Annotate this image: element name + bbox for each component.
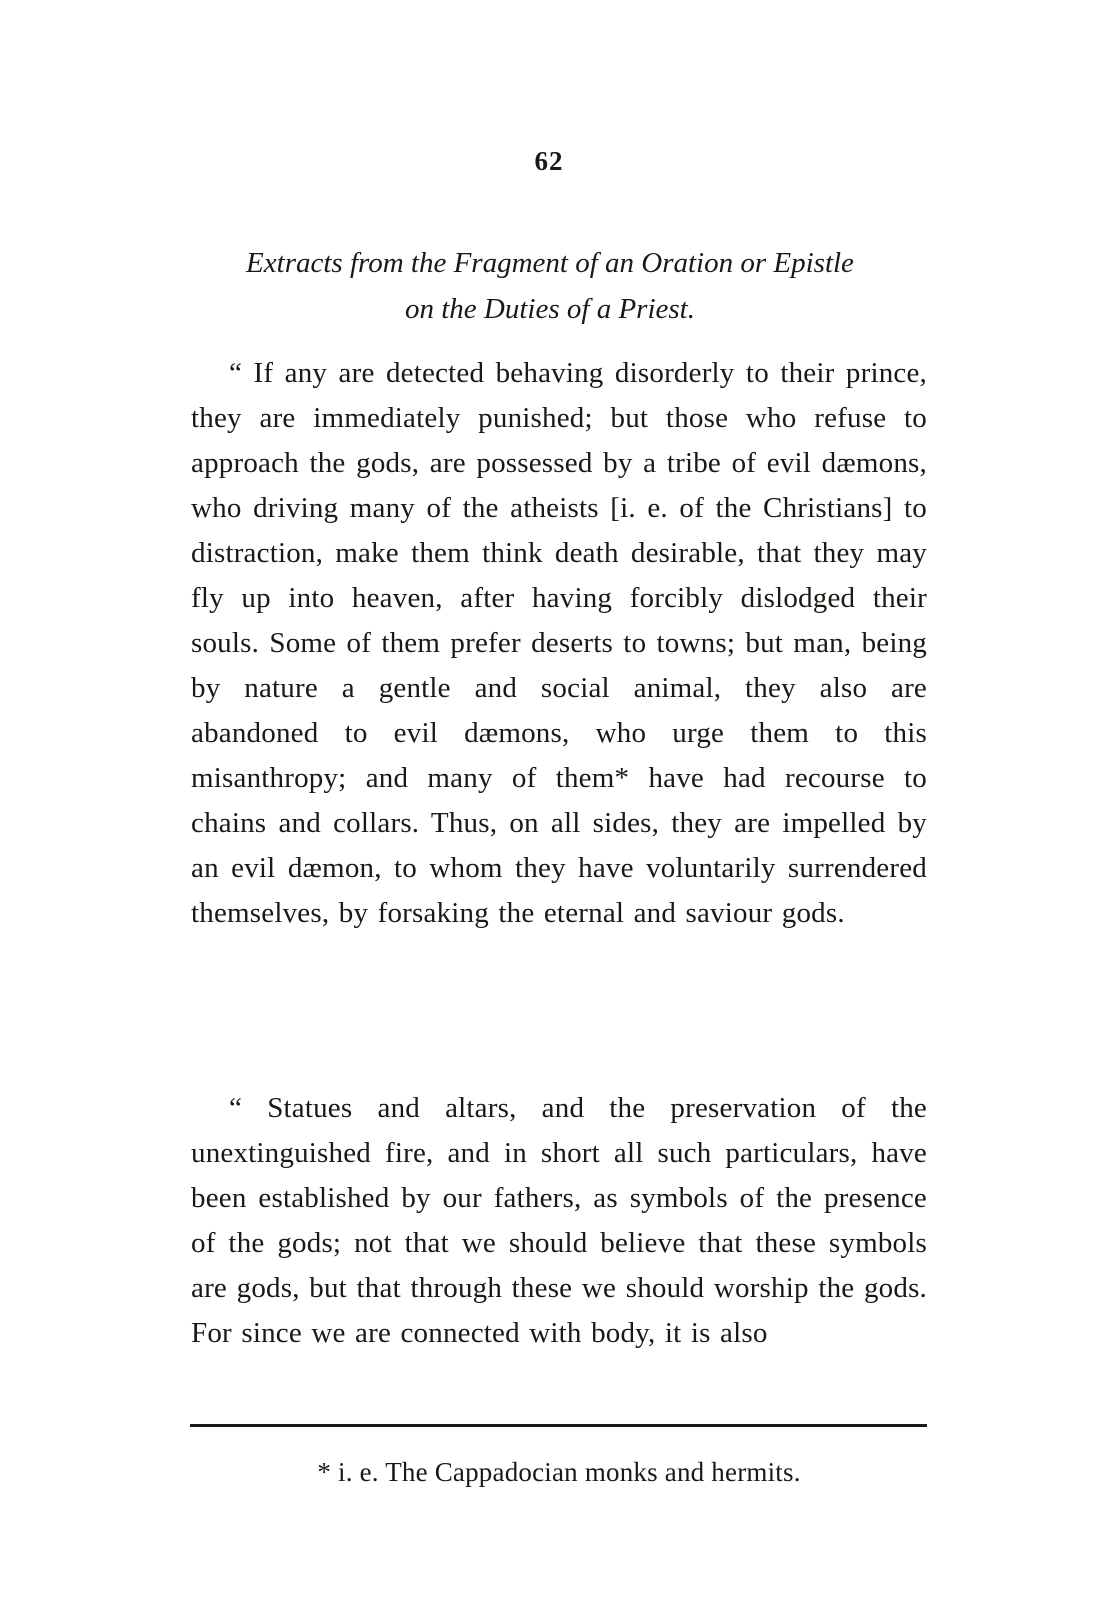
footnote-rule — [190, 1424, 927, 1427]
section-heading-line-1: Extracts from the Fragment of an Oration or Epistle — [246, 247, 854, 279]
footnote-text: * i. e. The Cappadocian monks and hermits. — [317, 1457, 801, 1487]
section-heading — [130, 240, 970, 332]
body-paragraph-2: “ Statues and altars, and the preservation of the unextinguished fire, and in short all such particulars, have been established by our fathers, as symbols of the presence of the gods; not that we should believe that these symbols are gods, but that through these we should worship the gods. For since we are connected with body, it is also — [191, 1092, 927, 1349]
body-paragraph-1: “ If any are detected behaving disorderly to their prince, they are immediately punished; but those who refuse to approach the gods, are possessed by a tribe of evil dæmons, who driving many of the atheists [i. e. of the Christians] to distraction, make them think death desirable, that they may fly up into heaven, after having forcibly dislodged their souls. Some of them prefer deserts to towns; but man, being by nature a gentle and social animal, they also are abandoned to evil dæmons, who urge them to this misanthropy; and many of them* have had recourse to chains and collars. Thus, on all sides, they are impelled by an evil dæmon, to whom they have voluntarily surrendered themselves, by forsaking the eternal and saviour gods. — [191, 357, 927, 929]
section-heading-line-2: on the Duties of a Priest. — [405, 293, 695, 325]
page-number: 62 — [534, 146, 564, 176]
